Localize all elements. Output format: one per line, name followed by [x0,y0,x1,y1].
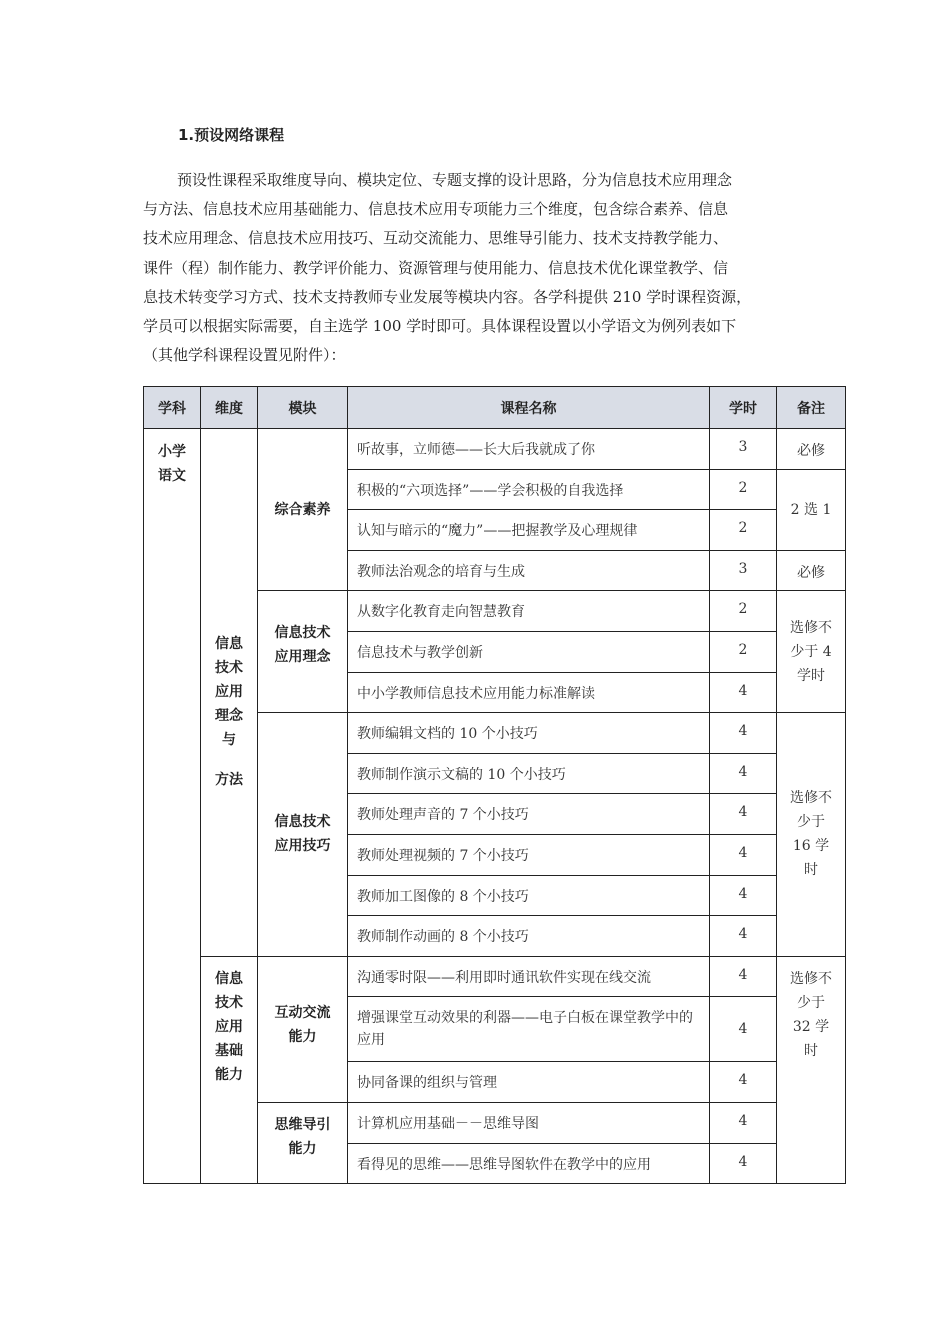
course-hours: 4 [710,1102,777,1143]
dimension-text: 能力 [215,1066,243,1083]
course-hours: 3 [710,550,777,591]
note-cell [777,550,846,591]
paragraph-line: 息技术转变学习方式、技术支持教师专业发展等模块内容。各学科提供 210 学时课程资源， [143,287,752,306]
dimension-text: 应用 [215,1018,243,1035]
dimension-cell [201,429,258,957]
course-name: 教师法治观念的培育与生成 [348,550,710,591]
course-name: 教师处理声音的 7 个小技巧 [348,794,710,835]
course-hours: 4 [710,916,777,957]
module-text: 思维导引 [274,1116,331,1133]
note-text: 少于 [797,814,825,831]
paragraph-line: 与方法、信息技术应用基础能力、信息技术应用专项能力三个维度，包含综合素养、信息 [143,200,729,219]
dimension-text: 信息 [215,970,243,987]
course-name: 信息技术与教学创新 [348,631,710,672]
course-name: 沟通零时限——利用即时通讯软件实现在线交流 [348,956,710,997]
note-cell [777,713,846,957]
course-hours: 2 [710,469,777,510]
note-text: 选修不 [790,970,832,987]
note-text: 少于 [797,994,825,1011]
course-name: 从数字化教育走向智慧教育 [348,591,710,632]
note-text: 2 选 1 [790,501,832,518]
module-cell [258,956,348,1102]
course-hours: 3 [710,429,777,470]
table-header-row [144,387,846,429]
note-text: 时 [804,862,818,879]
course-hours: 4 [710,1062,777,1103]
section-heading: 1.预设网络课程 [178,126,285,144]
table-row [144,429,846,470]
course-name: 看得见的思维——思维导图软件在教学中的应用 [348,1143,710,1184]
header-course-name: 课程名称 [348,387,710,429]
note-text: 选修不 [790,619,832,636]
course-hours: 4 [710,672,777,713]
course-name: 认知与暗示的“魔力”——把握教学及心理规律 [348,510,710,551]
module-cell [258,429,348,591]
dimension-text: 应用 [215,684,243,701]
course-hours: 4 [710,956,777,997]
dimension-text: 技术 [215,994,243,1011]
subject-text: 小学 [158,444,186,460]
header-note: 备注 [777,387,846,429]
course-name: 教师制作演示文稿的 10 个小技巧 [348,753,710,794]
subject-text: 语文 [158,468,186,484]
course-hours: 4 [710,875,777,916]
module-cell [258,713,348,957]
course-hours: 2 [710,631,777,672]
paragraph-line: 课件（程）制作能力、教学评价能力、资源管理与使用能力、信息技术优化课堂教学、信 [143,258,729,277]
module-text: 能力 [288,1028,317,1045]
header-hours: 学时 [710,387,777,429]
module-text: 信息技术 [274,625,331,642]
course-name: 教师处理视频的 7 个小技巧 [348,834,710,875]
dimension-text: 技术 [215,660,243,677]
header-subject: 学科 [144,387,201,429]
header-module: 模块 [258,387,348,429]
course-name: 教师编辑文档的 10 个小技巧 [348,713,710,754]
course-hours: 2 [710,591,777,632]
course-name: 听故事，立师德——长大后我就成了你 [348,429,710,470]
course-hours: 2 [710,510,777,551]
course-hours: 4 [710,753,777,794]
intro-paragraph [143,166,813,370]
dimension-text: 信息 [215,636,243,653]
dimension-text: 理念 [215,708,243,725]
paragraph-line: 学员可以根据实际需要，自主选学 100 学时即可。具体课程设置以小学语文为例列表如下 [143,317,737,336]
subject-cell [144,429,201,1184]
note-text: 必修 [797,564,825,581]
note-text: 16 学 [792,838,830,855]
course-name: 教师加工图像的 8 个小技巧 [348,875,710,916]
module-text: 互动交流 [274,1004,331,1021]
course-name: 协同备课的组织与管理 [348,1062,710,1103]
module-text: 能力 [288,1140,317,1157]
dimension-cell [201,956,258,1183]
course-table [143,386,846,1184]
dimension-text: 基础 [215,1042,243,1059]
note-text: 必修 [797,443,825,459]
course-hours: 4 [710,834,777,875]
module-cell [258,1102,348,1183]
module-text: 应用理念 [274,649,331,666]
note-text: 学时 [797,667,825,684]
note-cell [777,956,846,1183]
paragraph-line: 技术应用理念、信息技术应用技巧、互动交流能力、思维导引能力、技术支持教学能力、 [143,229,729,248]
course-name: 计算机应用基础－－思维导图 [348,1102,710,1143]
header-dimension: 维度 [201,387,258,429]
module-text: 综合素养 [274,501,331,518]
course-name: 增强课堂互动效果的利器——电子白板在课堂教学中的应用 [348,997,710,1062]
note-cell [777,469,846,550]
course-name: 教师制作动画的 8 个小技巧 [348,916,710,957]
note-cell [777,429,846,470]
course-hours: 4 [710,1143,777,1184]
course-name: 中小学教师信息技术应用能力标准解读 [348,672,710,713]
module-text: 信息技术 [274,814,331,831]
note-text: 时 [804,1042,818,1059]
course-hours: 4 [710,794,777,835]
paragraph-line: （其他学科课程设置见附件）： [143,346,346,365]
note-text: 少于 4 [790,643,832,660]
dimension-text: 方法 [215,772,243,789]
course-hours: 4 [710,713,777,754]
module-cell [258,591,348,713]
table-row [144,956,846,997]
paragraph-line: 预设性课程采取维度导向、模块定位、专题支撑的设计思路，分为信息技术应用理念 [177,171,733,189]
course-hours: 4 [710,997,777,1062]
dimension-text: 与 [222,732,236,749]
note-text: 32 学 [792,1018,830,1035]
note-cell [777,591,846,713]
note-text: 选修不 [790,790,832,807]
course-name: 积极的“六项选择”——学会积极的自我选择 [348,469,710,510]
module-text: 应用技巧 [274,838,331,855]
